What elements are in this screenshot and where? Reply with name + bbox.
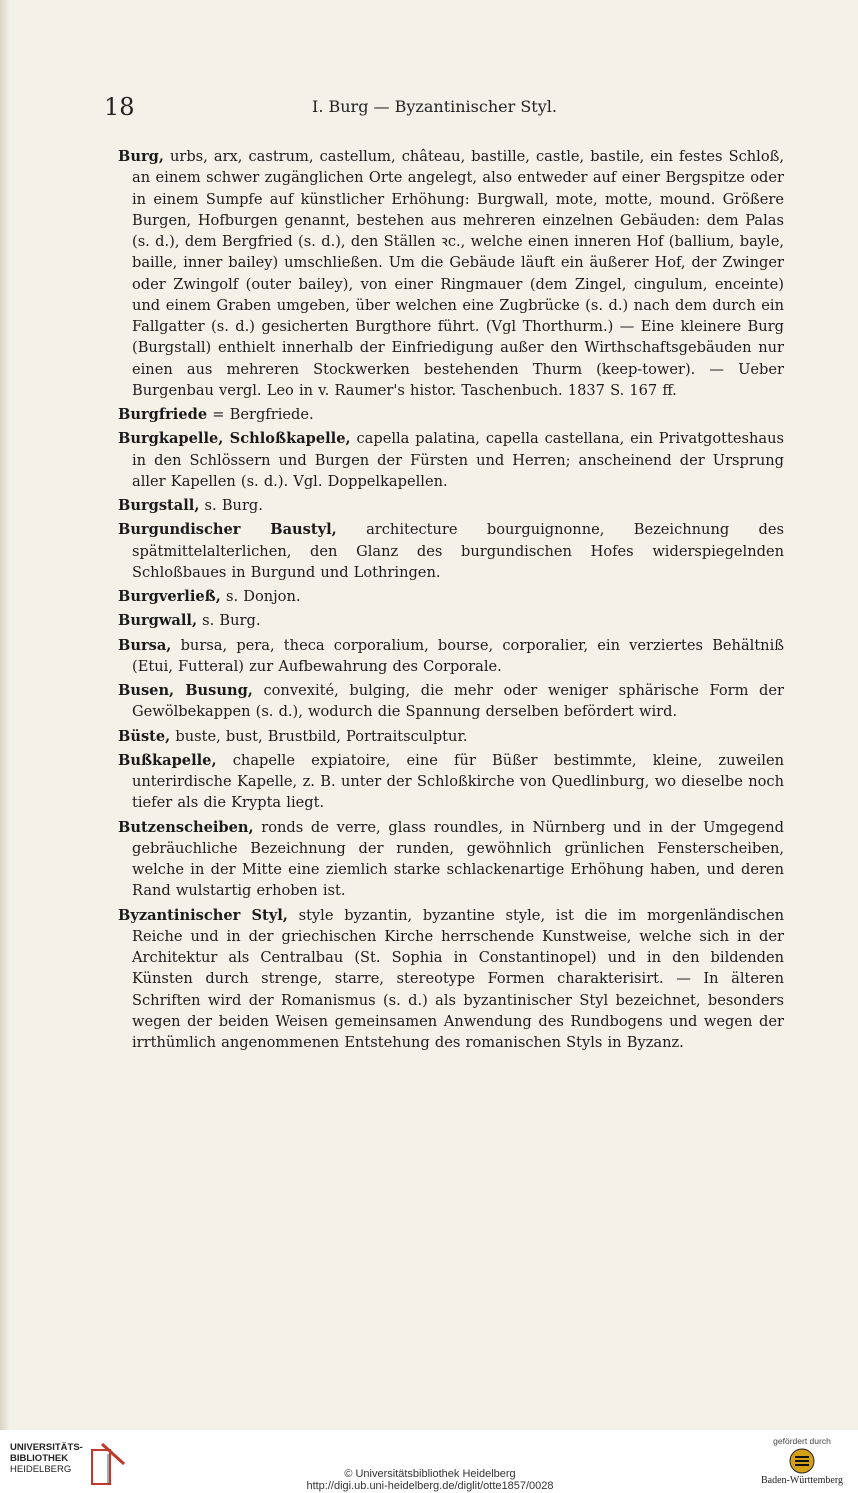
library-name-line1: UNIVERSITÄTS- bbox=[10, 1442, 83, 1453]
funded-by-label: gefördert durch bbox=[773, 1436, 831, 1446]
entry-text: urbs, arx, castrum, castellum, château, bastille, castle, bastile, ein festes Schloß, an einem schwer zugänglichen Orte angelegt, also entweder auf einer Bergspitze oder in einem Sumpfe auf künstlicher Erhöhung: Burgwall, mote, motte, mound. Größere Burgen, Hofburgen genannt, bestehen aus mehreren einzelnen Gebäuden: dem Palas (s. d.), dem Bergfried (s. d.), den Ställen ꝛc., welche einen inneren Hof (ballium, bayle, baille, inner bailey) umschließen. Um die Gebäude läuft ein äußerer Hof, der Zwinger oder Zwingolf (outer bailey), von einer Ringmauer (dem Zingel, cingulum, enceinte) und einem Graben umgeben, über welchen eine Zugbrücke (s. d.) nach dem durch ein Fallgatter (s. d.) gesicherten Burgthore führt. (Vgl Thorthurm.) — Eine kleinere Burg (Burgstall) enthielt innerhalb der Einfriedigung außer den Wirthschaftsgebäuden nur einen aus mehreren Stockwerken bestehenden Thurm (keep-tower). — Ueber Burgenbau vergl. Leo in v. Raumer's histor. Taschenbuch. 1837 S. 167 ff. bbox=[132, 148, 784, 399]
entry-text: buste, bust, Brustbild, Portraitsculptur. bbox=[170, 727, 468, 745]
entry-burgverliess bbox=[118, 586, 784, 607]
entry-lemma: Byzantinischer Styl, bbox=[118, 906, 288, 924]
library-name-line3: HEIDELBERG bbox=[10, 1464, 72, 1475]
entry-lemma: Butzenscheiben, bbox=[118, 818, 254, 836]
entry-burgwall bbox=[118, 610, 784, 631]
entry-text: s. Burg. bbox=[197, 612, 261, 630]
digitization-footer bbox=[0, 1430, 858, 1493]
entry-text: chapelle expiatoire, eine für Büßer bestimmte, kleine, zuweilen unterirdische Kapelle, z. B. unter der Schloßkirche von Quedlinburg, wo dieselbe noch tiefer als die Krypta liegt. bbox=[132, 751, 784, 812]
state-name: Baden-Württemberg bbox=[760, 1475, 843, 1486]
running-head: I. Burg — Byzantinischer Styl. bbox=[312, 97, 557, 116]
entry-bursa bbox=[118, 635, 784, 678]
entry-lemma: Bußkapelle, bbox=[118, 751, 217, 769]
ub-logo-mark-icon bbox=[88, 1442, 128, 1488]
entry-burg bbox=[118, 146, 784, 401]
entry-burgkapelle bbox=[118, 428, 784, 492]
entry-text: s. Burg. bbox=[199, 497, 263, 514]
entry-lemma: Burgwall, bbox=[118, 612, 198, 630]
footer-citation bbox=[230, 1468, 630, 1492]
entry-lemma: Burgfriede bbox=[118, 406, 208, 423]
entry-lemma: Burgundischer Baustyl, bbox=[118, 521, 337, 539]
entry-lemma: Burg, bbox=[118, 148, 164, 165]
entry-text: s. Donjon. bbox=[220, 588, 301, 605]
entry-lemma: Burgkapelle, Schloßkapelle, bbox=[118, 430, 351, 448]
entry-text: ronds de verre, glass roundles, in Nürnberg und in der Umgegend gebräuchliche Bezeichnung der runden, gewöhnlich grünlichen Fensterscheiben, welche in der Mitte eine ziemlich starke schlackenartige Erhöhung haben, und deren Rand wulstartig erhoben ist. bbox=[132, 818, 784, 900]
entry-bueste bbox=[118, 726, 784, 747]
library-name-line2: BIBLIOTHEK bbox=[10, 1453, 69, 1464]
entry-busskapelle bbox=[118, 750, 784, 814]
entry-burgundischer-baustyl bbox=[118, 519, 784, 583]
permalink[interactable]: http://digi.ub.uni-heidelberg.de/diglit/otte1857/0028 bbox=[306, 1480, 554, 1492]
baden-wuerttemberg-logo bbox=[752, 1436, 852, 1490]
entry-lemma: Busen, Busung, bbox=[118, 682, 253, 699]
entry-text: style byzantin, byzantine style, ist die im morgenländischen Reiche und in der griechischen Kirche herrschende Kunstweise, welche sich in der Architektur als Centralbau (St. Sophia in Constantinopel) und in den bildenden Künsten durch strenge, starre, stereotype Formen charakterisirt. — In älteren Schriften wird der Romanismus (s. d.) als byzantinischer Styl bezeichnet, besonders wegen der beiden Weisen gemeinsamen Anwendung des Rundbogens und wegen der irrthümlich angenommenen Entstehung des romanischen Styls in Byzanz. bbox=[132, 906, 785, 1051]
page-edge-shadow bbox=[0, 0, 10, 1430]
entry-text: architecture bourguignonne, Bezeichnung des spätmittelalterlichen, den Glanz des burgundischen Hofes widerspiegelnden Schloßbaues in Burgund und Lothringen. bbox=[132, 521, 784, 581]
entry-lemma: Burgstall, bbox=[118, 497, 200, 514]
page-header bbox=[104, 93, 794, 123]
entry-butzenscheiben bbox=[118, 817, 784, 902]
entry-lemma: Büste, bbox=[118, 727, 171, 745]
entry-lemma: Burgverließ, bbox=[118, 588, 221, 605]
entry-text: capella palatina, capella castellana, ein Privatgotteshaus in den Schlössern und Burgen der Fürsten und Herren; anscheinend der Ursprung aller Kapellen (s. d.). Vgl. Doppelkapellen. bbox=[132, 430, 784, 490]
entry-lemma: Bursa, bbox=[118, 636, 172, 654]
entry-text: = Bergfriede. bbox=[207, 406, 314, 423]
entry-busen bbox=[118, 680, 784, 723]
entry-burgfriede bbox=[118, 404, 784, 425]
page-number: 18 bbox=[104, 93, 135, 121]
entry-text: convexité, bulging, die mehr oder weniger sphärische Form der Gewölbekappen (s. d.), wodurch die Spannung derselben befördert wird. bbox=[132, 682, 784, 721]
ub-heidelberg-logo bbox=[10, 1442, 130, 1488]
entry-byzantinischer-styl bbox=[118, 905, 784, 1054]
entry-text: bursa, pera, theca corporalium, bourse, corporalier, ein verziertes Behältniß (Etui, Futteral) zur Aufbewahrung des Corporale. bbox=[132, 636, 784, 675]
copyright-line: © Universitätsbibliothek Heidelberg bbox=[344, 1468, 516, 1480]
entry-burgstall bbox=[118, 495, 784, 516]
state-emblem-icon bbox=[789, 1448, 815, 1474]
dictionary-body bbox=[118, 146, 784, 1056]
